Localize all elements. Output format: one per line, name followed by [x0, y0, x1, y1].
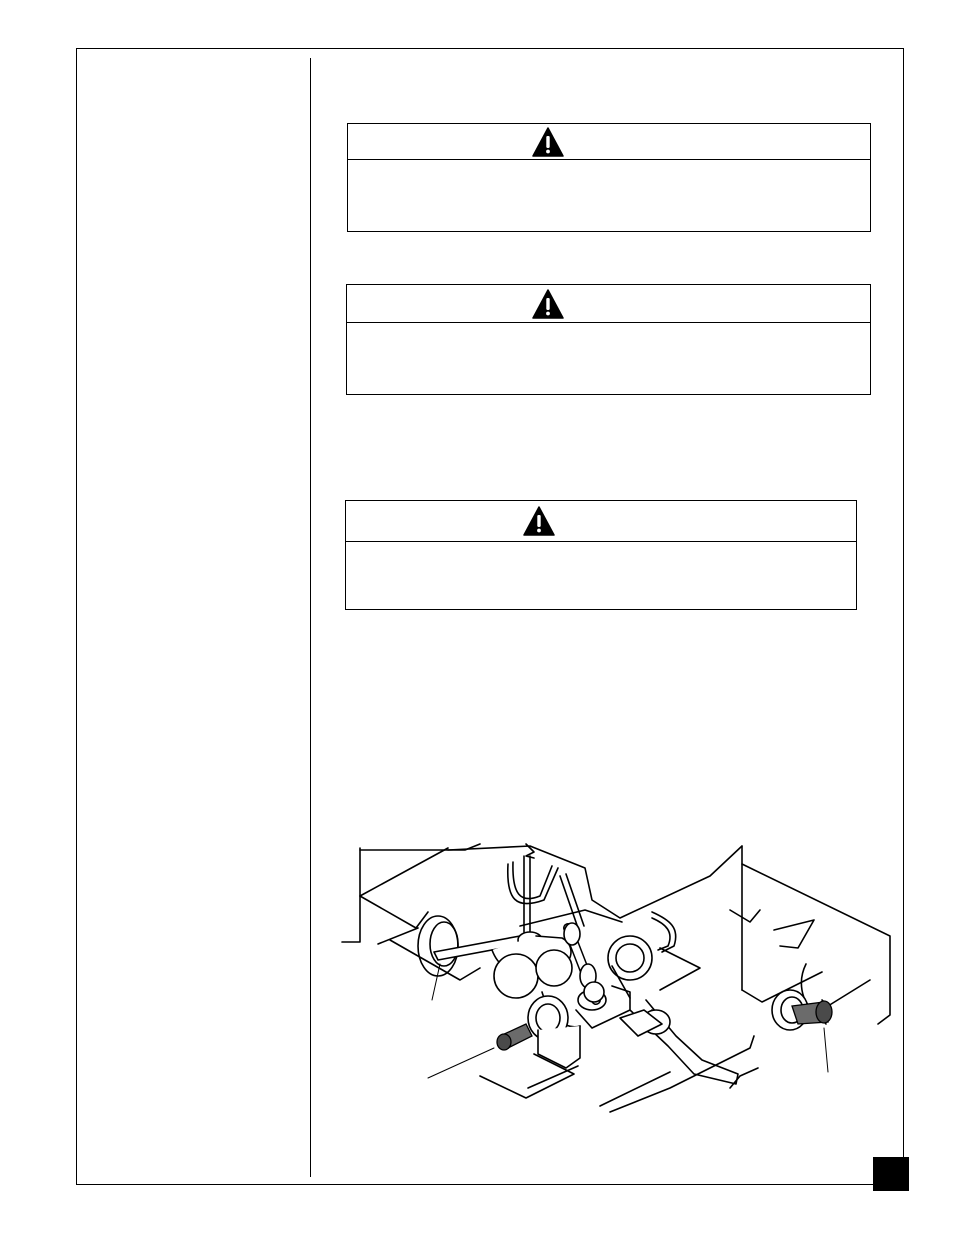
column-divider: [310, 58, 311, 1177]
warning-box-1: [347, 123, 871, 232]
page-number-tab: [873, 1157, 909, 1191]
warning-triangle-icon: [532, 289, 564, 319]
warning-header: [347, 285, 870, 323]
warning-triangle-icon: [532, 127, 564, 157]
warning-header: [348, 124, 870, 160]
warning-box-3: [345, 500, 857, 610]
warning-box-2: [346, 284, 871, 395]
warning-header: [346, 501, 856, 542]
warning-triangle-icon: [523, 506, 555, 536]
valve-assembly-figure: [330, 840, 900, 1130]
